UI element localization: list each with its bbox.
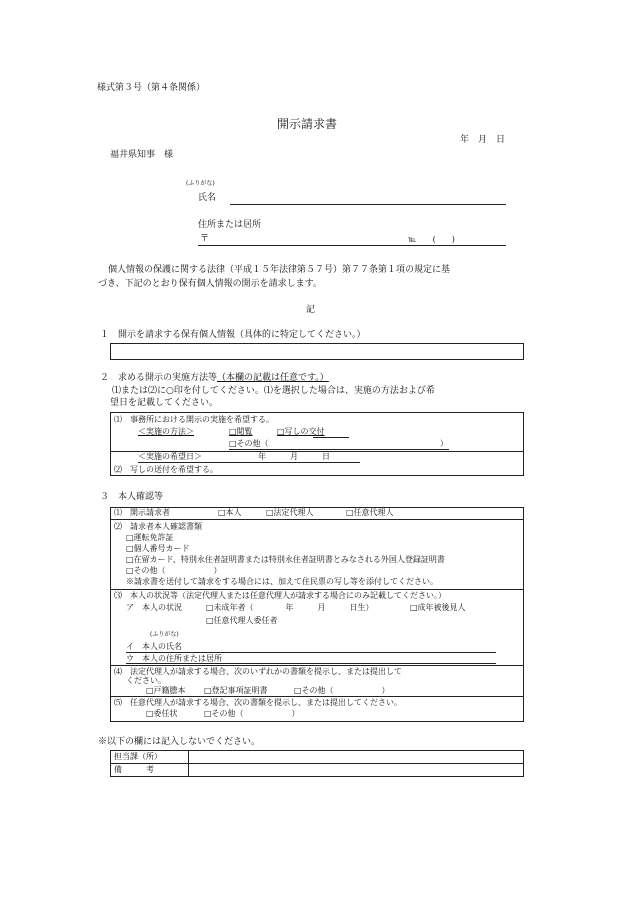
divider (110, 696, 524, 697)
address-label: 住所または居所 (198, 220, 262, 230)
legal-agent-docs-label-2: ください。 (126, 676, 166, 685)
desired-date-field[interactable]: 年 月 日 (258, 452, 330, 461)
name-label: 氏名 (198, 193, 217, 203)
method-other-field[interactable] (229, 449, 449, 450)
section-2-heading (100, 374, 329, 383)
id-mail-note: ※請求書を送付して請求をする場合には、加えて住民票の写し等を添付してください。 (126, 577, 438, 586)
divider (188, 750, 189, 777)
intro-line-1: 個人情報の保護に関する法律（平成１５年法律第５７号）第７７条第１項の規定に基 (108, 265, 451, 275)
status-minor-checkbox[interactable]: □未成年者（ 年 月 日生） (206, 603, 374, 612)
tel-label: ℡ ( ) (408, 235, 455, 244)
intro-line-2: づき、下記のとおり保有個人情報の開示を請求します。 (98, 279, 322, 289)
principal-name-label: イ 本人の氏名 (126, 642, 182, 651)
section-2-lower-box (110, 452, 524, 476)
divider (110, 519, 524, 520)
section-1-input-box[interactable] (110, 343, 524, 360)
option-copy-mail[interactable]: ⑵ 写しの送付を希望する。 (114, 465, 218, 474)
id-documents-label: ⑵ 請求者本人確認書類 (114, 522, 202, 531)
option-office-viewing[interactable]: ⑴ 事務所における開示の実施を希望する。 (114, 415, 274, 424)
section-2-note-1: ⑴または⑵に○印を付してください。⑴を選択した場合は、実施の方法および希 (112, 386, 435, 396)
koseki-checkbox[interactable]: □戸籍謄本 (146, 686, 186, 695)
method-other-close: ） (440, 439, 448, 448)
requester-voluntary-agent-checkbox[interactable]: □任意代理人 (346, 508, 394, 517)
method-underline (313, 437, 349, 438)
requester-self-checkbox[interactable]: □本人 (218, 508, 242, 517)
divider (110, 665, 524, 666)
postal-mark: 〒 (200, 234, 210, 244)
principal-address-field[interactable] (126, 663, 496, 664)
principal-name-field[interactable] (126, 652, 496, 653)
name-field[interactable] (230, 204, 506, 205)
method-viewing-checkbox[interactable]: □閲覧 (229, 427, 253, 436)
office-remarks-label: 備 考 (114, 765, 154, 774)
voluntary-other-checkbox[interactable]: □その他（ ） (204, 709, 300, 718)
office-dept-label: 担当課（所） (114, 752, 162, 761)
id-mynumber-checkbox[interactable]: □個人番号カード (126, 544, 190, 553)
principal-furigana-label: (ふりがな) (150, 631, 179, 638)
voluntary-agent-docs-label: ⑸ 任意代理人が請求する場合、次の書類を提示し、または提出してください。 (114, 698, 402, 707)
id-other-checkbox[interactable]: □その他（ ） (126, 566, 222, 575)
principal-address-label: ウ 本人の住所または居所 (126, 654, 222, 663)
legal-agent-docs-label: ⑷ 法定代理人が請求する場合、次のいずれかの書類を提示し、または提出して (114, 667, 402, 676)
section-2-note-2: 望日を記載してください。 (110, 398, 219, 408)
method-other-checkbox[interactable]: □その他（ (229, 439, 269, 448)
requester-label: ⑴ 開示請求者 (114, 508, 170, 517)
furigana-label: (ふりがな) (186, 180, 215, 187)
principal-status-heading: ア 本人の状況 (126, 603, 182, 612)
principal-status-label: ⑶ 本人の状況等（法定代理人または任意代理人が請求する場合にのみ記載してください。） (114, 591, 446, 600)
address-field[interactable] (198, 245, 506, 246)
ki-heading: 記 (306, 305, 316, 315)
status-ward-checkbox[interactable]: □成年被後見人 (410, 603, 466, 612)
registry-cert-checkbox[interactable]: □登記事項証明書 (204, 686, 268, 695)
divider (110, 589, 524, 590)
form-number: 様式第３号（第４条関係） (97, 83, 206, 93)
method-copy-checkbox[interactable]: □写しの交付 (277, 427, 325, 436)
date-line: 年 月 日 (460, 135, 506, 145)
status-delegator-checkbox[interactable]: □任意代理人委任者 (206, 616, 278, 625)
office-use-note: ※以下の欄には記入しないでください。 (98, 737, 261, 747)
page-title: 開示請求書 (277, 117, 338, 131)
id-residence-card-checkbox[interactable]: □在留カード、特別永住者証明書または特別永住者証明書とみなされる外国人登録証明書 (126, 555, 445, 564)
section-2-heading-text: ２ 求める開示の実施方法等 (100, 373, 218, 383)
requester-legal-agent-checkbox[interactable]: □法定代理人 (266, 508, 314, 517)
desired-date-label: ＜実施の希望日＞ (138, 452, 202, 461)
method-label: ＜実施の方法＞ (138, 427, 194, 436)
id-license-checkbox[interactable]: □運転免許証 (126, 533, 174, 542)
section-3-heading: ３ 本人確認等 (100, 492, 164, 502)
power-of-attorney-checkbox[interactable]: □委任状 (146, 709, 178, 718)
section-2-optional-note: （本欄の記載は任意です。） (217, 373, 329, 383)
divider (110, 763, 524, 764)
section-1-heading: １ 開示を請求する保有個人情報（具体的に特定してください。） (100, 330, 366, 340)
legal-other-checkbox[interactable]: □その他（ ） (294, 686, 390, 695)
addressee: 福井県知事 様 (110, 150, 174, 160)
